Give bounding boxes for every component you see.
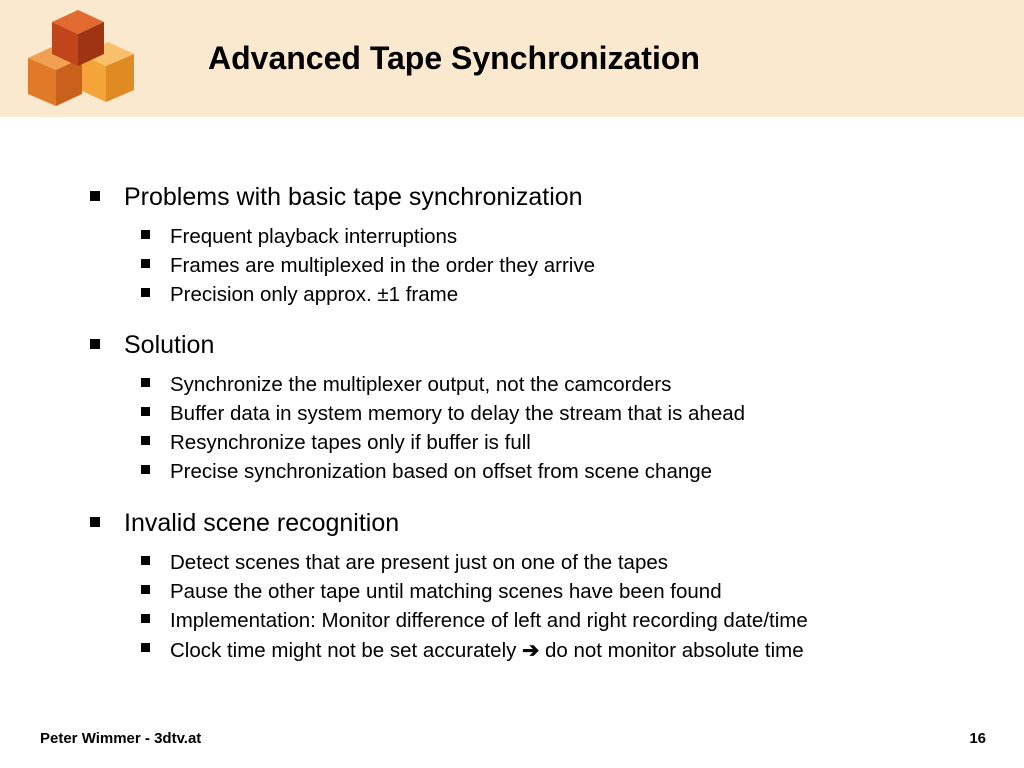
item-bullet-icon — [141, 230, 150, 239]
list-item: Frames are multiplexed in the order they arrive — [170, 254, 595, 277]
item-bullet-icon — [141, 556, 150, 565]
list-item: Detect scenes that are present just on one of the tapes — [170, 551, 669, 574]
section-heading: Solution — [124, 331, 215, 359]
cubes-logo-icon — [24, 6, 136, 110]
list-item: Resynchronize tapes only if buffer is full — [170, 431, 531, 454]
item-bullet-icon — [141, 643, 150, 652]
item-bullet-icon — [141, 288, 150, 297]
item-bullet-icon — [141, 465, 150, 474]
item-bullet-icon — [141, 407, 150, 416]
item-bullet-icon — [141, 614, 150, 623]
list-item: Synchronize the multiplexer output, not the camcorders — [170, 373, 672, 396]
list-item: Precise synchronization based on offset from scene change — [170, 460, 713, 483]
item-bullet-icon — [141, 436, 150, 445]
item-bullet-icon — [141, 259, 150, 268]
list-item: Pause the other tape until matching scenes have been found — [170, 580, 722, 603]
section-bullet-icon — [90, 517, 100, 527]
list-item-text: do not monitor absolute time — [544, 639, 804, 662]
right-arrow-icon: ➔ — [522, 639, 540, 662]
page-number: 16 — [969, 730, 986, 747]
section-heading: Problems with basic tape synchronization — [124, 183, 583, 211]
footer-author: Peter Wimmer - 3dtv.at — [40, 730, 202, 747]
list-item — [170, 638, 804, 663]
section-bullet-icon — [90, 191, 100, 201]
list-item: Buffer data in system memory to delay the stream that is ahead — [170, 402, 746, 425]
list-item: Precision only approx. ±1 frame — [170, 283, 459, 306]
slide-title: Advanced Tape Synchronization — [208, 40, 700, 76]
list-item: Implementation: Monitor difference of left and right recording date/time — [170, 609, 808, 632]
section-heading: Invalid scene recognition — [124, 509, 400, 537]
list-item-text: Clock time might not be set accurately — [170, 639, 517, 662]
item-bullet-icon — [141, 585, 150, 594]
item-bullet-icon — [141, 378, 150, 387]
list-item: Frequent playback interruptions — [170, 225, 458, 248]
section-bullet-icon — [90, 339, 100, 349]
